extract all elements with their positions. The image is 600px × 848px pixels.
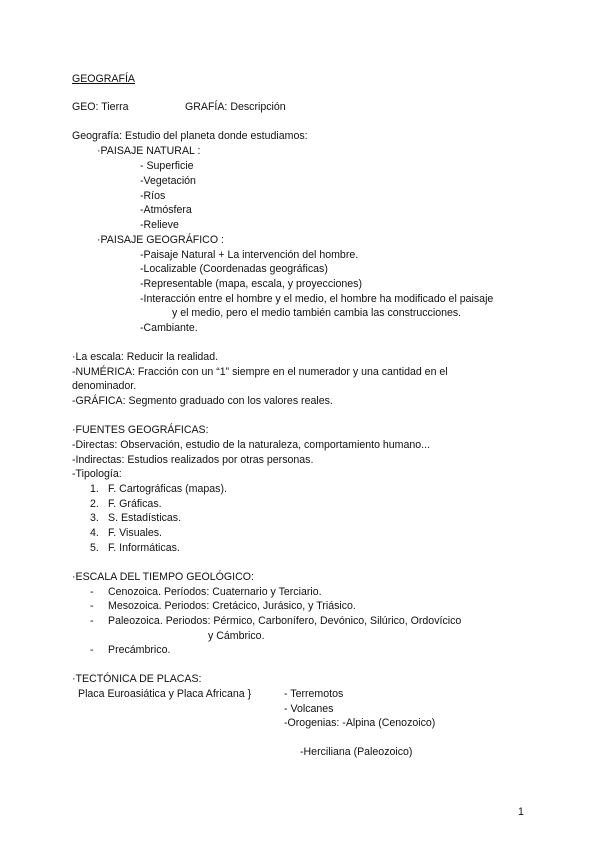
era-item: Precámbrico. <box>108 644 171 656</box>
list-number: 1. <box>90 483 99 495</box>
tipologia-item: S. Estadísticas. <box>108 512 182 524</box>
natural-item: -Vegetación <box>140 175 196 187</box>
tectonica-heading: ·TECTÓNICA DE PLACAS: <box>72 673 202 685</box>
natural-item: -Relieve <box>140 219 179 231</box>
natural-item: - Superficie <box>140 160 194 172</box>
efecto-item: -Orogenias: -Alpina (Cenozoico) <box>284 717 436 729</box>
list-number: 3. <box>90 512 99 524</box>
tipologia-item: F. Visuales. <box>108 527 162 539</box>
document-title: GEOGRAFÍA <box>72 73 135 85</box>
geografico-item: -Representable (mapa, escala, y proyecciones) <box>140 278 362 290</box>
escala-line: -GRÁFICA: Segmento graduado con los valores reales. <box>72 395 333 407</box>
paisaje-geografico-heading: ·PAISAJE GEOGRÁFICO : <box>97 234 224 246</box>
geografico-item: -Paisaje Natural + La intervención del hombre. <box>140 249 359 261</box>
geografico-item: -Cambiante. <box>140 322 198 334</box>
tipologia-item: F. Informáticas. <box>108 542 180 554</box>
page-number: 1 <box>518 806 524 818</box>
list-dash: - <box>90 615 94 627</box>
tipologia-item: F. Gráficas. <box>108 498 162 510</box>
fuentes-line: -Directas: Observación, estudio de la naturaleza, comportamiento humano... <box>72 439 431 451</box>
fuentes-line: -Indirectas: Estudios realizados por otras personas. <box>72 454 314 466</box>
list-number: 5. <box>90 542 99 554</box>
geografico-item: -Localizable (Coordenadas geográficas) <box>140 263 328 275</box>
tipologia-item: F. Cartográficas (mapas). <box>108 483 227 495</box>
geografico-item-continuation: y el medio, pero el medio también cambia las construcciones. <box>172 307 462 319</box>
era-item-continuation: y Cámbrico. <box>208 630 265 642</box>
tiempo-heading: ·ESCALA DEL TIEMPO GEOLÓGICO: <box>72 571 254 583</box>
efecto-item: - Volcanes <box>284 703 334 715</box>
list-dash: - <box>90 586 94 598</box>
escala-line: -NUMÉRICA: Fracción con un “1” siempre en el numerador y una cantidad en el <box>72 366 448 378</box>
fuentes-heading: ·FUENTES GEOGRÁFICAS: <box>72 424 209 436</box>
era-item: Mesozoica. Periodos: Cretácico, Jurásico, y Triásico. <box>108 600 356 612</box>
list-dash: - <box>90 644 94 656</box>
escala-line: ·La escala: Reducir la realidad. <box>72 351 219 363</box>
natural-item: -Atmósfera <box>140 204 192 216</box>
definition-line: Geografía: Estudio del planeta donde estudiamos: <box>72 130 308 142</box>
list-number: 4. <box>90 527 99 539</box>
paisaje-natural-heading: ·PAISAJE NATURAL : <box>97 145 201 157</box>
list-number: 2. <box>90 498 99 510</box>
era-item: Paleozoica. Periodos: Pérmico, Carbonífero, Devónico, Silúrico, Ordovícico <box>108 615 462 627</box>
fuentes-line: -Tipología: <box>72 468 122 480</box>
escala-line: denominador. <box>72 380 137 392</box>
efecto-item: - Terremotos <box>284 688 344 700</box>
grafia-label: GRAFÍA: Descripción <box>185 101 286 113</box>
geografico-item: -Interacción entre el hombre y el medio, el hombre ha modificado el paisaje <box>140 293 494 305</box>
herciniana-line: -Herciliana (Paleozoico) <box>300 746 413 758</box>
list-dash: - <box>90 600 94 612</box>
natural-item: -Ríos <box>140 190 166 202</box>
era-item: Cenozoica. Períodos: Cuaternario y Terciario. <box>108 586 322 598</box>
geo-label: GEO: Tierra <box>72 101 129 113</box>
placas-line: Placa Euroasiática y Placa Africana } <box>78 688 252 700</box>
